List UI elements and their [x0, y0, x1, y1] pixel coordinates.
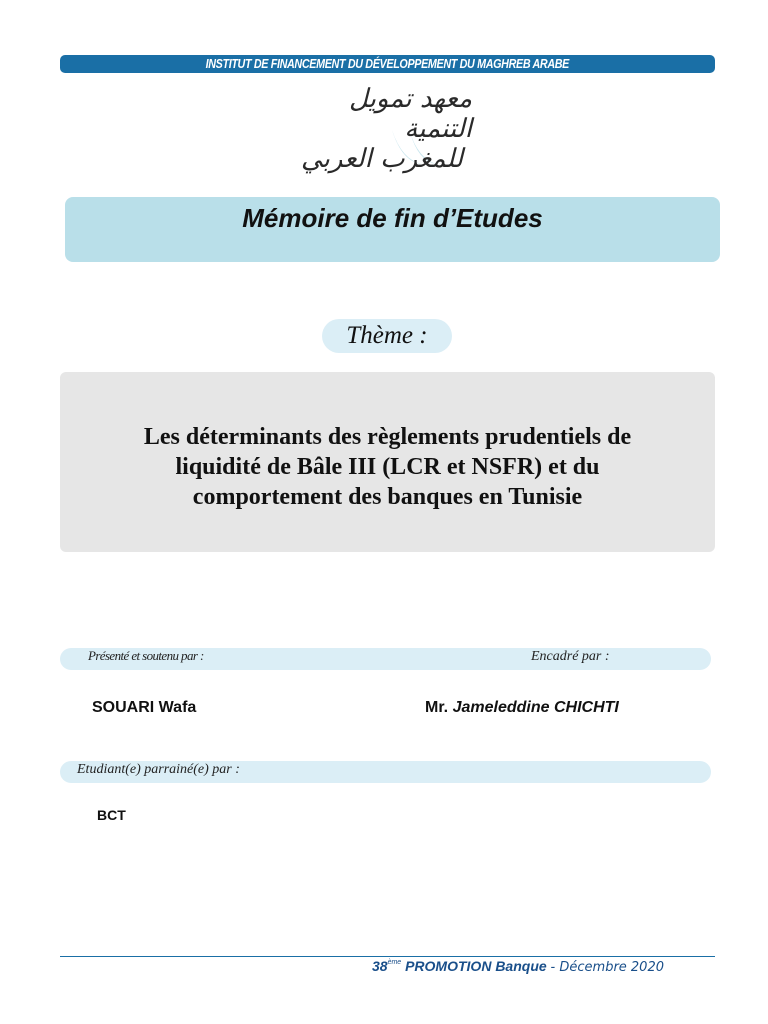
- presented-label: Présenté et soutenu par :: [88, 648, 204, 663]
- logo-arabic-line2: للمغرب العربي: [300, 144, 464, 174]
- footer-promotion: [372, 958, 664, 975]
- logo-arabic-line1: معهد تمويل التنمية: [349, 84, 472, 144]
- institute-banner: [60, 55, 715, 73]
- student-name: SOUARI Wafa: [92, 699, 197, 716]
- supervisor: [425, 699, 619, 717]
- theme-box: [60, 372, 715, 552]
- document-title: Mémoire de fin d’Etudes: [242, 203, 543, 233]
- title-box: [65, 197, 720, 262]
- sponsor-name: BCT: [97, 807, 126, 823]
- supervised-label: Encadré par :: [531, 649, 610, 664]
- institute-logo: [292, 84, 472, 174]
- promotion-suffix: ème: [387, 959, 402, 966]
- promotion-date: - Décembre 2020: [550, 960, 664, 975]
- supervisor-title: Mr.: [425, 699, 449, 716]
- theme-label: Thème :: [346, 322, 428, 349]
- supervisor-name: Jameleddine CHICHTI: [452, 699, 619, 716]
- promotion-text: PROMOTION Banque: [405, 958, 547, 974]
- promotion-number: 38: [372, 958, 388, 974]
- theme-label-pill: [322, 319, 452, 353]
- footer-divider: [60, 956, 715, 957]
- theme-text: Les déterminants des règlements prudentiels de liquidité de Bâle III (LCR et NSFR) et du comportement des banques en Tunisie: [143, 424, 632, 510]
- institute-name: INSTITUT DE FINANCEMENT DU DÉVELOPPEMENT DU MAGHREB ARABE: [205, 57, 570, 71]
- sponsor-label: Etudiant(e) parrainé(e) par :: [77, 762, 240, 777]
